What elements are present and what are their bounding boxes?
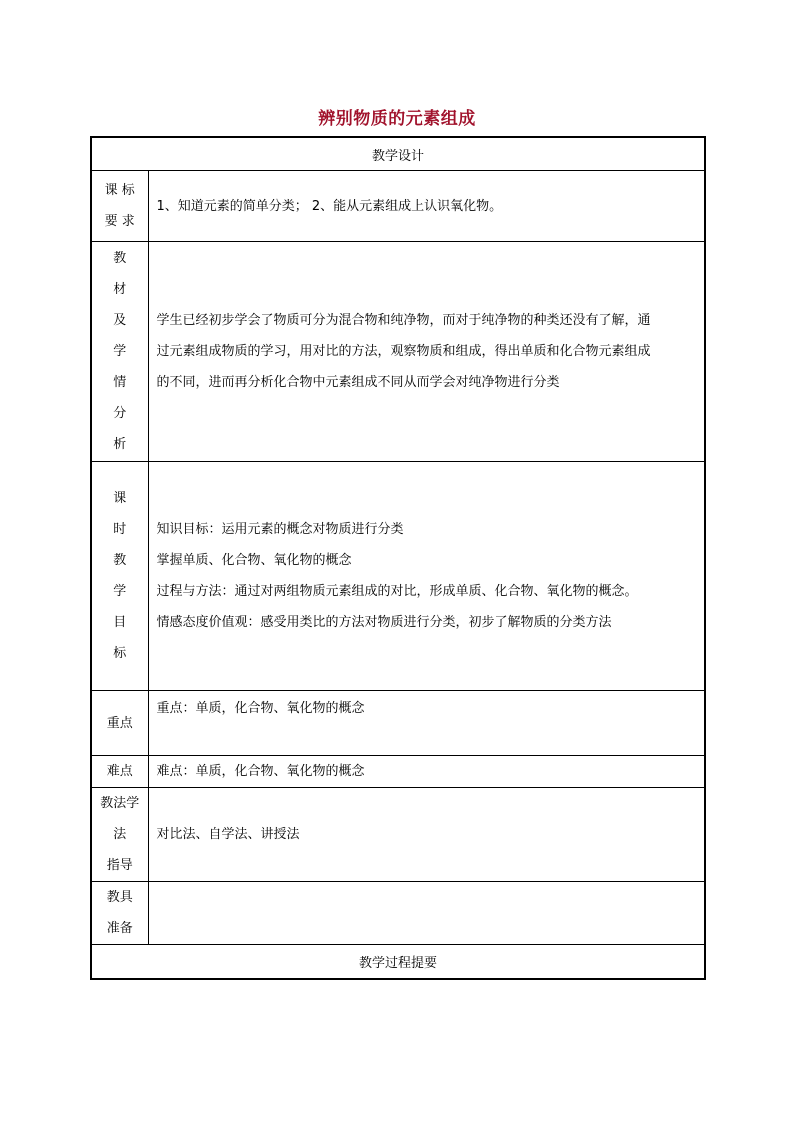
materials-analysis-row bbox=[91, 242, 705, 462]
label-char: 时 bbox=[113, 522, 127, 537]
label-char: 教 bbox=[113, 251, 127, 266]
label-char: 学 bbox=[113, 584, 127, 599]
teaching-methods-label bbox=[91, 788, 148, 882]
label-char: 学 bbox=[113, 344, 127, 359]
materials-analysis-label bbox=[91, 242, 148, 462]
label-line: 教具 bbox=[106, 890, 133, 905]
label-char: 及 bbox=[113, 313, 127, 328]
content-line: 知识目标：运用元素的概念对物质进行分类 bbox=[156, 522, 404, 537]
curriculum-requirements-row bbox=[91, 171, 705, 242]
materials-analysis-content bbox=[148, 242, 705, 462]
label-line: 课 标 bbox=[104, 183, 135, 198]
teaching-methods-row bbox=[91, 788, 705, 882]
label-char: 析 bbox=[113, 437, 127, 452]
label-char: 材 bbox=[113, 282, 127, 297]
process-summary-row bbox=[91, 945, 705, 980]
difficult-points-content: 难点：单质，化合物、氧化物的概念 bbox=[148, 756, 705, 788]
table-header-row bbox=[91, 137, 705, 171]
page-title: 辨别物质的元素组成 bbox=[318, 109, 476, 129]
difficult-points-row bbox=[91, 756, 705, 788]
label-char: 分 bbox=[113, 406, 127, 421]
key-points-row bbox=[91, 691, 705, 756]
teaching-methods-content: 对比法、自学法、讲授法 bbox=[148, 788, 705, 882]
lesson-objectives-label bbox=[91, 462, 148, 691]
label-char: 目 bbox=[113, 615, 127, 630]
process-summary-cell: 教学过程提要 bbox=[91, 945, 705, 980]
content-line: 的不同，进而再分析化合物中元素组成不同从而学会对纯净物进行分类 bbox=[156, 375, 560, 390]
label-char: 教 bbox=[113, 553, 127, 568]
label-line: 要 求 bbox=[104, 214, 135, 229]
content-line: 学生已经初步学会了物质可分为混合物和纯净物，而对于纯净物的种类还没有了解，通 bbox=[156, 313, 651, 328]
lesson-objectives-row bbox=[91, 462, 705, 691]
content-line: 过元素组成物质的学习，用对比的方法，观察物质和组成，得出单质和化合物元素组成 bbox=[156, 344, 651, 359]
label-line: 指导 bbox=[106, 858, 133, 873]
curriculum-requirements-content: 1、知道元素的简单分类； 2、能从元素组成上认识氧化物。 bbox=[148, 171, 705, 242]
label-char: 课 bbox=[113, 491, 127, 506]
key-points-label: 重点 bbox=[91, 691, 148, 756]
label-line: 教法学 bbox=[100, 796, 140, 811]
label-char: 标 bbox=[113, 646, 127, 661]
lesson-objectives-content bbox=[148, 462, 705, 691]
teaching-aids-label bbox=[91, 882, 148, 945]
content-line: 情感态度价值观：感受用类比的方法对物质进行分类，初步了解物质的分类方法 bbox=[156, 615, 612, 630]
curriculum-requirements-label bbox=[91, 171, 148, 242]
content-line: 过程与方法：通过对两组物质元素组成的对比，形成单质、化合物、氧化物的概念。 bbox=[156, 584, 638, 599]
content-line: 掌握单质、化合物、氧化物的概念 bbox=[156, 553, 352, 568]
key-points-content: 重点：单质，化合物、氧化物的概念 bbox=[148, 691, 705, 756]
label-line: 准备 bbox=[106, 921, 133, 936]
label-line: 法 bbox=[113, 827, 127, 842]
teaching-aids-content bbox=[148, 882, 705, 945]
label-char: 情 bbox=[113, 375, 127, 390]
teaching-aids-row bbox=[91, 882, 705, 945]
table-header-cell: 教学设计 bbox=[91, 137, 705, 171]
difficult-points-label: 难点 bbox=[91, 756, 148, 788]
lesson-plan-table bbox=[90, 136, 706, 980]
